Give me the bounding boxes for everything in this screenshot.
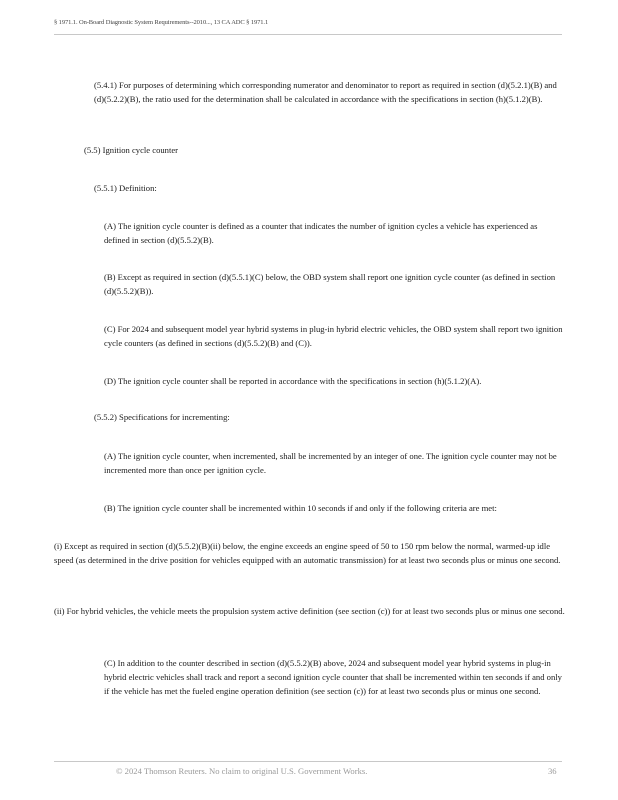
- page-number: 36: [548, 766, 557, 776]
- paragraph-i: (i) Except as required in section (d)(5.5.2)(B)(ii) below, the engine exceeds an engine speed of 50 to 150 rpm below the normal, warmed-up idle speed (as determined in the drive position for vehicles equipped with an automatic transmission) for at least two seconds plus or minus one second.: [54, 541, 561, 565]
- heading-5-5: (5.5) Ignition cycle counter: [84, 145, 179, 155]
- paragraph-5-5-1-b: (B) Except as required in section (d)(5.5.1)(C) below, the OBD system shall report one ignition cycle counter (as defined in section (d)(5.5.2)(B)).: [104, 272, 556, 296]
- paragraph-5-4-1: (5.4.1) For purposes of determining which corresponding numerator and denominator to report as required in section (d)(5.2.1)(B) and (d)(5.2.2)(B), the ratio used for the determination shall be calculated in accordance with the specifications in section (h)(5.1.2)(B).: [94, 80, 557, 104]
- footer-divider: [54, 761, 562, 762]
- paragraph-5-5-1-a: (A) The ignition cycle counter is defined as a counter that indicates the number of ignition cycles a vehicle has experienced as defined in section (d)(5.5.2)(B).: [104, 221, 538, 245]
- paragraph-5-5-2-c: (C) In addition to the counter described in section (d)(5.5.2)(B) above, 2024 and subsequent model year hybrid systems in plug-in hybrid electric vehicles shall track and report a second ignition cycle counter that shall be incremented within ten seconds if and only if the vehicle has met the fueled engine operation definition (see section (c)) for at least two seconds plus or minus one second.: [104, 658, 562, 696]
- footer-copyright: © 2024 Thomson Reuters. No claim to original U.S. Government Works.: [116, 766, 368, 776]
- paragraph-5-5-1-c: (C) For 2024 and subsequent model year hybrid systems in plug-in hybrid electric vehicles, the OBD system shall report two ignition cycle counters (as defined in sections (d)(5.5.2)(B) and (C)).: [104, 324, 563, 348]
- heading-5-5-2: (5.5.2) Specifications for incrementing:: [94, 412, 230, 422]
- paragraph-5-5-1-d: (D) The ignition cycle counter shall be reported in accordance with the specifications in section (h)(5.1.2)(A).: [104, 376, 482, 386]
- header-divider: [54, 34, 562, 35]
- running-header: § 1971.1. On-Board Diagnostic System Requirements--2010..., 13 CA ADC § 1971.1: [54, 19, 269, 26]
- paragraph-5-5-2-b: (B) The ignition cycle counter shall be incremented within 10 seconds if and only if the following criteria are met:: [104, 503, 497, 513]
- paragraph-5-5-2-a: (A) The ignition cycle counter, when incremented, shall be incremented by an integer of one. The ignition cycle counter may not be incremented more than once per ignition cycle.: [104, 451, 557, 475]
- heading-5-5-1: (5.5.1) Definition:: [94, 183, 157, 193]
- paragraph-ii: (ii) For hybrid vehicles, the vehicle meets the propulsion system active definition (see section (c)) for at least two seconds plus or minus one second.: [54, 606, 565, 616]
